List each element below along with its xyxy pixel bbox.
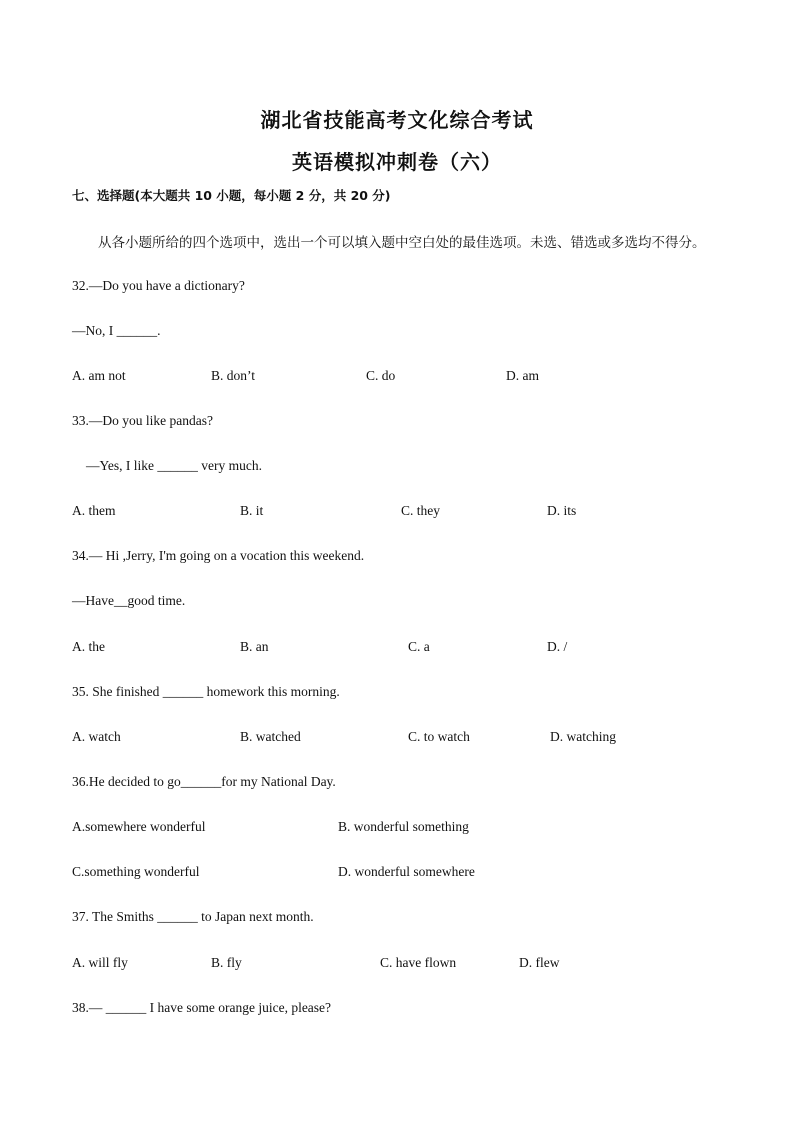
- question-33-option-a: A. them: [72, 503, 116, 518]
- question-36-option-b: B. wonderful something: [338, 819, 469, 834]
- question-36-option-a: A.somewhere wonderful: [72, 819, 206, 834]
- question-35-option-b: B. watched: [240, 729, 301, 744]
- question-37-option-a: A. will fly: [72, 955, 128, 970]
- question-33-option-d: D. its: [547, 503, 577, 518]
- question-33-option-b: B. it: [240, 503, 264, 518]
- question-35-option-a: A. watch: [72, 729, 121, 744]
- question-36-option-c: C.something wonderful: [72, 864, 200, 879]
- question-34-reply: —Have__good time.: [72, 593, 186, 608]
- question-32-reply: —No, I ______.: [72, 323, 161, 338]
- question-35-option-d: D. watching: [550, 729, 616, 744]
- question-32-stem: 32.—Do you have a dictionary?: [72, 278, 245, 293]
- question-32-option-c: C. do: [366, 368, 396, 383]
- question-34-option-a: A. the: [72, 639, 105, 654]
- question-36-option-d: D. wonderful somewhere: [338, 864, 475, 879]
- question-33-stem: 33.—Do you like pandas?: [72, 413, 213, 428]
- question-33-reply: —Yes, I like ______ very much.: [86, 458, 262, 473]
- question-37-stem: 37. The Smiths ______ to Japan next month.: [72, 909, 314, 924]
- question-32-option-d: D. am: [506, 368, 539, 383]
- exam-title: 湖北省技能高考文化综合考试: [260, 108, 534, 132]
- question-34-option-c: C. a: [408, 639, 430, 654]
- question-37-option-d: D. flew: [519, 955, 560, 970]
- section-instruction: 从各小题所给的四个选项中，选出一个可以填入题中空白处的最佳选项。未选、错选或多选均不得分。: [98, 235, 706, 251]
- question-34-stem: 34.— Hi ,Jerry, I'm going on a vocation this weekend.: [72, 548, 365, 563]
- question-33-option-c: C. they: [401, 503, 440, 518]
- question-38-stem: 38.— ______ I have some orange juice, please?: [72, 1000, 332, 1015]
- question-37-option-c: C. have flown: [380, 955, 457, 970]
- question-35-stem: 35. She finished ______ homework this morning.: [72, 684, 340, 699]
- question-34-option-d: D. /: [547, 639, 568, 654]
- section-heading: 七、选择题(本大题共 10 小题，每小题 2 分，共 20 分): [72, 188, 391, 203]
- question-36-stem: 36.He decided to go______for my National Day.: [72, 774, 336, 789]
- question-37-option-b: B. fly: [211, 955, 242, 970]
- exam-subtitle: 英语模拟冲刺卷（六）: [292, 150, 502, 174]
- question-32-option-a: A. am not: [72, 368, 126, 383]
- question-35-option-c: C. to watch: [408, 729, 470, 744]
- question-34-option-b: B. an: [240, 639, 269, 654]
- question-32-option-b: B. don’t: [211, 368, 256, 383]
